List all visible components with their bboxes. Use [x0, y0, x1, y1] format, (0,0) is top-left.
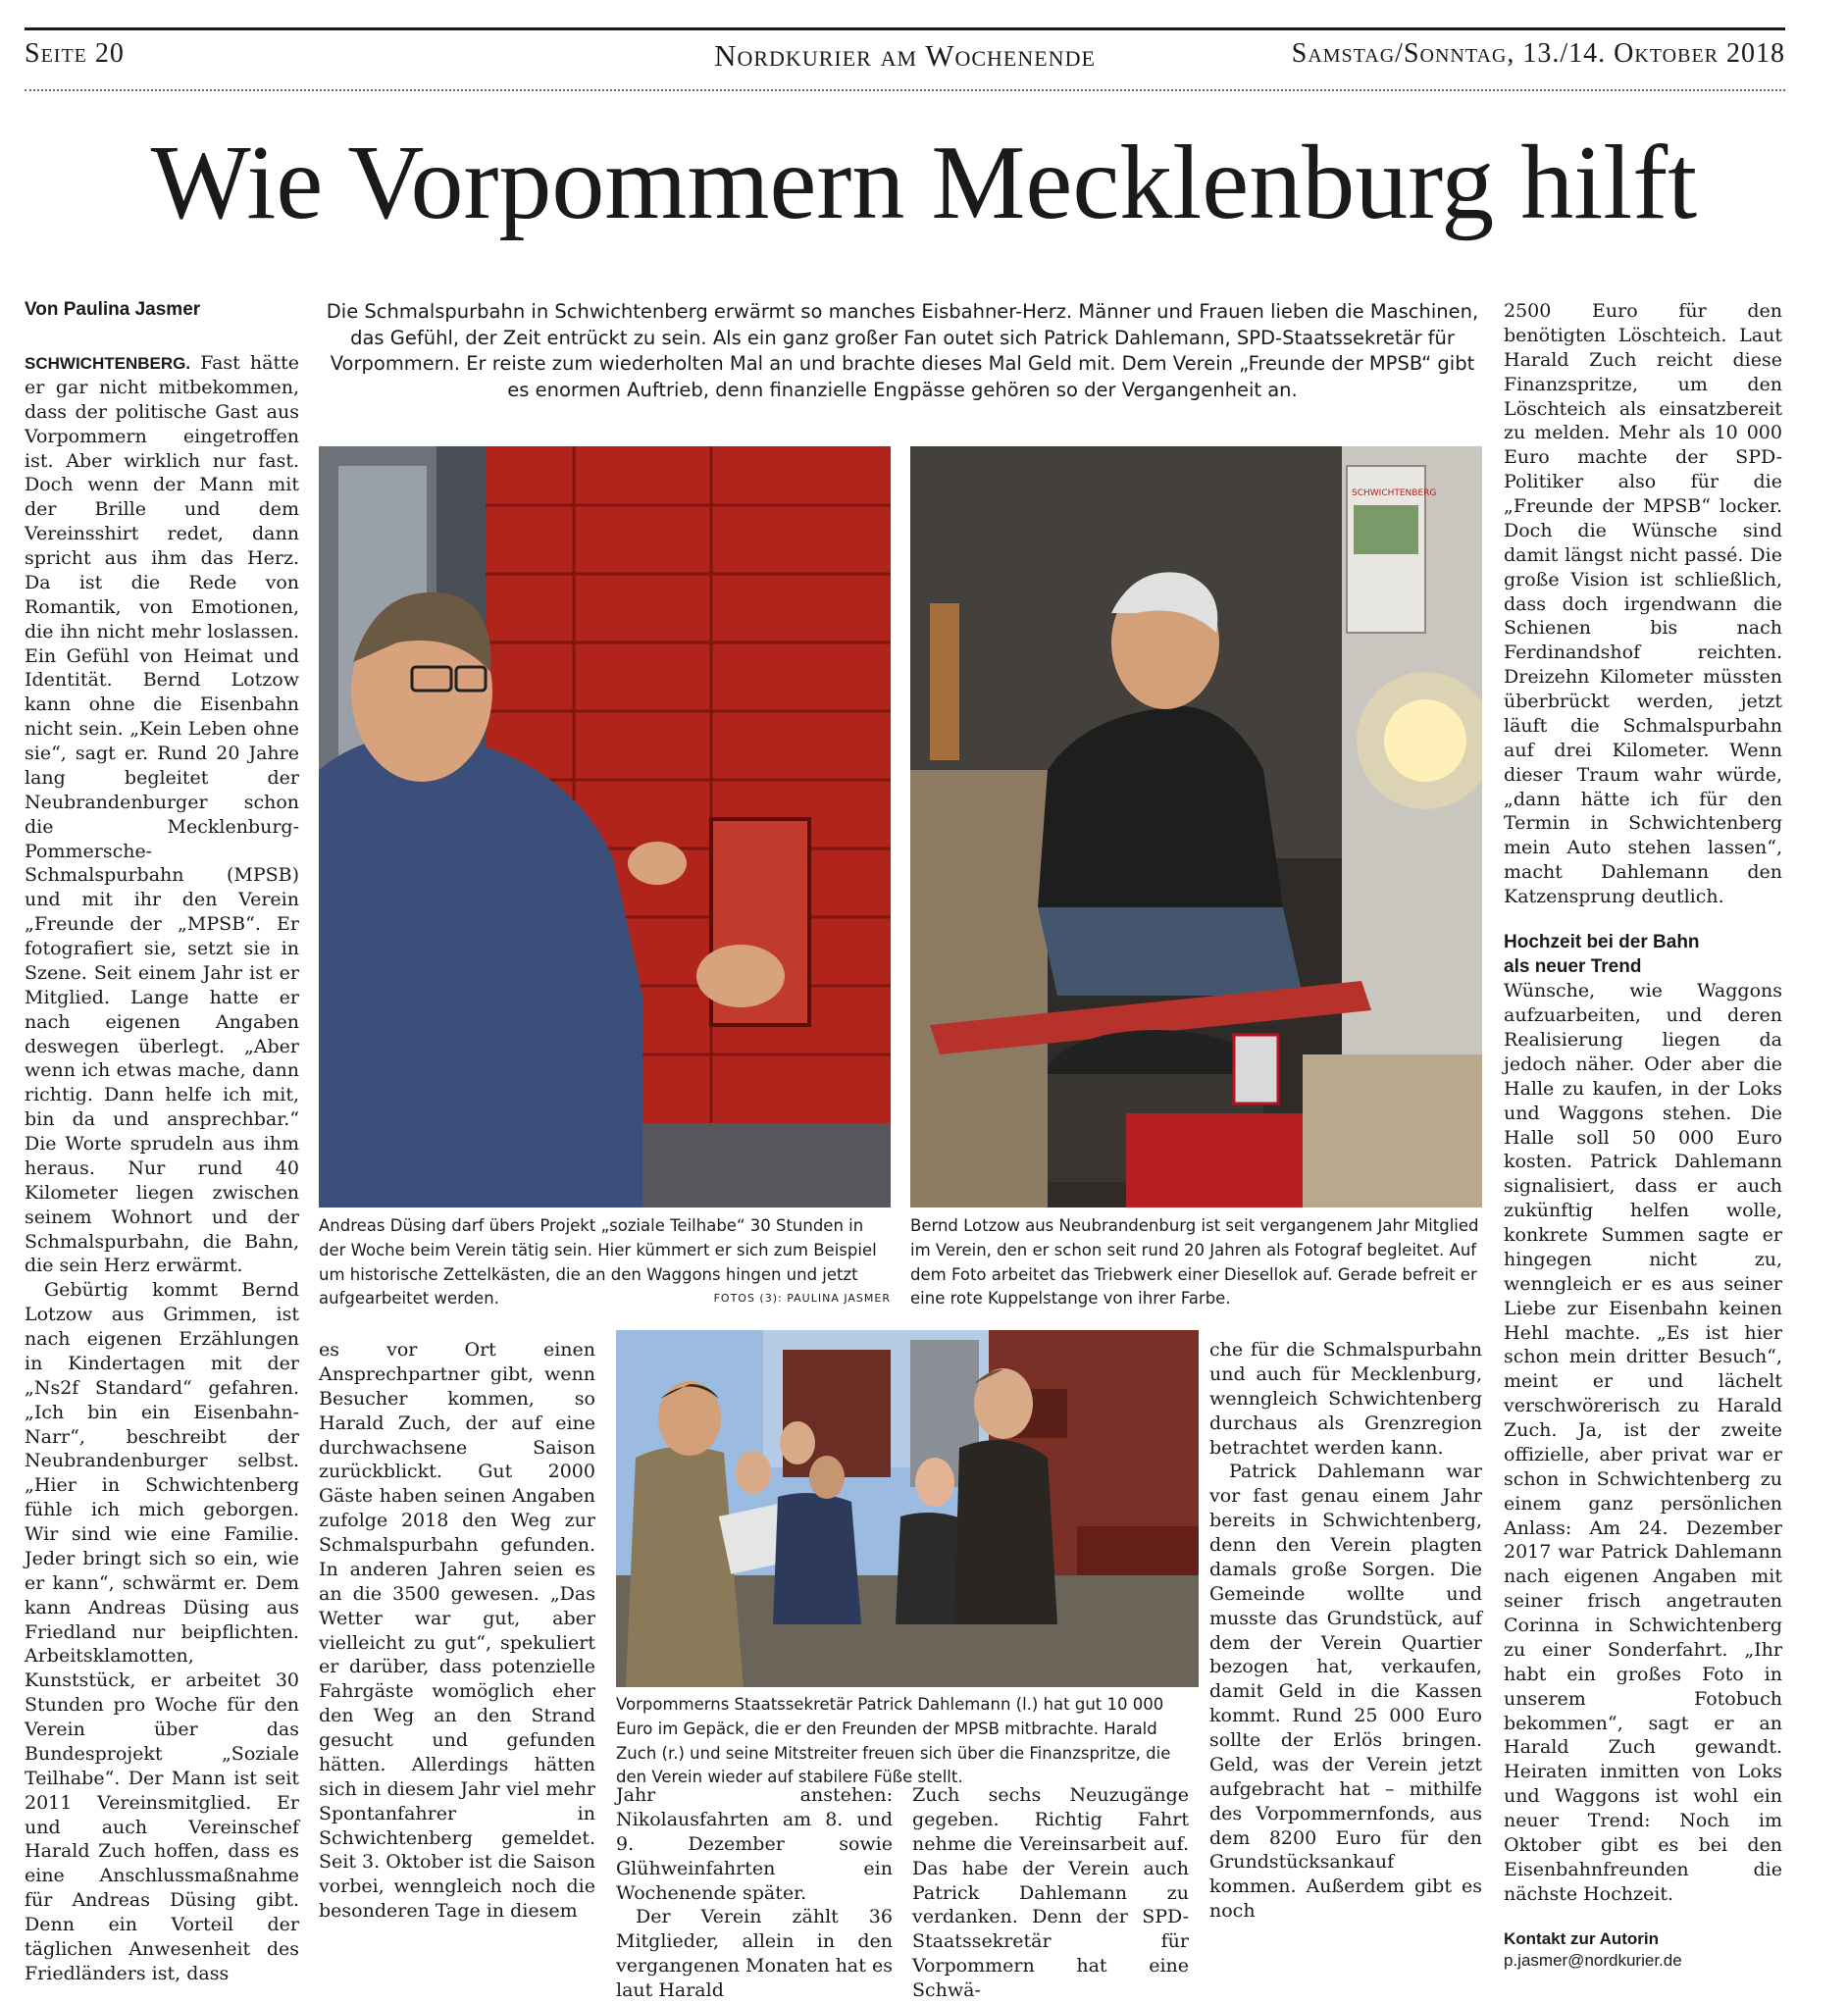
text-column-6 [1504, 299, 1782, 1972]
paragraph: 2500 Euro für den benötigten Löschteich. Laut Harald Zuch reicht diese Finanzspritze, um den Löschteich als einsatzbereit zu melden. Mehr als 10 000 Euro machte der SPD-Politiker also für die „Freunde der MPSB“ locker. Doch die Wünsche sind damit längst nicht passé. Die große Vision ist schließlich, dass doch irgendwann die Schienen bis nach Ferdinandshof reichten. Dreizehn Kilometer müssten überbrückt werden, jetzt läuft die Schmalspurbahn auf drei Kilometer. Wenn dieser Traum wahr würde, „dann hätte ich für den Termin in Schwichtenberg mein Auto stehen lassen“, macht Dahlemann den Katzensprung deutlich. [1504, 300, 1782, 907]
page-number: Seite 20 [25, 38, 125, 69]
paragraph: Gebürtig kommt Bernd Lotzow aus Grimmen, ist nach eigenen Erzählungen in Kindertagen mit der „Ns2f Standard“ gefahren. „Ich bin ein Eisenbahn-Narr“, beschreibt der Neubrandenburger selbst. „Hier in Schwichtenberg fühle ich mich geborgen. Wir sind wie eine Familie. Jeder bringt sich so ein, wie er kann“, schwärmt er. Dem kann Andreas Düsing aus Friedland nur beipflichten. Arbeitsklamotten, Kunststück, er arbeitet 30 Stunden pro Woche für den Verein über das Bundesprojekt „Soziale Teilhabe“. Der Mann ist seit 2011 Vereinsmitglied. Er und auch Vereinschef Harald Zuch hoffen, dass es eine Anschlussmaßnahme für Andreas Düsing gibt. Denn ein Vorteil der täglichen Anwesenheit des Friedländers ist, dass [25, 1279, 299, 1984]
paragraph: Wünsche, wie Waggons aufzuarbeiten, und deren Realisierung liegen da jedoch näher. Oder aber die Halle zu kaufen, in der Loks und Waggons stehen. Die Halle soll 50 000 Euro kosten. Patrick Dahlemann signalisiert, dass er auch zukünftig helfen wolle, konkrete Summen sagte er hingegen nicht zu, wenngleich er es aus seiner Liebe zur Eisenbahn keinen Hehl machte. „Es ist hier schon mein dritter Besuch“, meint er und lächelt verschwörerisch zu Harald Zuch. Ja, ist der zweite offizielle, aber privat war er schon in Schwichtenberg zu einem ganz persönlichen Anlass: Am 24. Dezember 2017 war Patrick Dahlemann nach eigenen Angaben mit seiner frisch angetrauten Corinna in Schwichtenberg zu einer Sonderfahrt. „Ihr habt ein großes Foto in unserem Fotobuch bekommen“, sagt er an Harald Zuch gewandt. Heiraten inmitten von Loks und Waggons ist wohl ein neuer Trend: Noch im Oktober gibt es bei den Eisenbahnfreunden die nächste Hochzeit. [1504, 980, 1782, 1905]
text-column-5 [1209, 1338, 1482, 1924]
text-column-1 [25, 351, 299, 1986]
newspaper-name: Nordkurier am Wochenende [714, 38, 1096, 73]
masthead [25, 27, 1785, 91]
article-lead: Die Schmalspurbahn in Schwichtenberg erwärmt so manches Eisbahner-Herz. Männer und Frauen lieben die Maschinen, das Gefühl, der Zeit entrückt zu sein. Als ein ganz großer Fan outet sich Patrick Dahlemann, SPD-Staatssekretär für Vorpommern. Er reiste zum wiederholten Mal an und brachte dieses Mal Geld mit. Dem Verein „Freunde der MPSB“ gibt es enormen Auftrieb, denn finanzielle Engpässe gehören so der Vergangenheit an. [326, 300, 1479, 401]
paragraph: es vor Ort einen Ansprechpartner gibt, wenn Besucher kommen, so Harald Zuch, der auf eine durchwachsene Saison zurückblickt. Gut 2000 Gäste haben seinen Angaben zufolge 2018 den Weg zur Schmalspurbahn gefunden. In anderen Jahren seien es an die 3500 gewesen. „Das Wetter war gut, aber vielleicht zu gut“, spekuliert er darüber, dass potenzielle Fahrgäste womöglich eher den Weg an den Strand gesucht und gefunden hätten. Allerdings hätten sich in diesem Jahr viel mehr Spontanfahrer in Schwichtenberg gemeldet. Seit 3. Oktober ist die Saison vorbei, wenngleich noch die besonderen Tage in diesem [319, 1339, 595, 1923]
subheading [1504, 931, 1782, 979]
photo-credit: FOTOS (3): PAULINA JASMER [713, 1292, 891, 1305]
subheading-line: als neuer Trend [1504, 955, 1642, 977]
photo-image [616, 1330, 1199, 1687]
photo-group-dahlemann [616, 1330, 1199, 1687]
text-column-3 [616, 1783, 893, 2003]
photo-andreas-duesing [319, 446, 891, 1207]
paragraph: Jahr anstehen: Nikolausfahrten am 8. und 9. Dezember sowie Glühweinfahrten ein Wochenende später. [616, 1784, 893, 1904]
contact-heading: Kontakt zur Autorin [1504, 1928, 1660, 1948]
text-column-4 [912, 1783, 1189, 2003]
paragraph [25, 351, 299, 1278]
photo-caption-3: Vorpommerns Staatssekretär Patrick Dahlemann (l.) hat gut 10 000 Euro im Gepäck, die er den Freunden der MPSB mitbrachte. Harald Zuch (r.) und seine Mitstreiter freuen sich über die Finanzspritze, die den Verein wieder auf stabilere Füße stellt. [616, 1695, 1171, 1787]
paragraph: Der Verein zählt 36 Mitglieder, allein in den vergangenen Monaten hat es laut Harald [616, 1906, 893, 2001]
paragraph: Patrick Dahlemann war vor fast genau einem Jahr bereits in Schwichtenberg, denn den Verein plagten damals große Sorgen. Die Gemeinde wollte und musste das Grundstück, auf dem der Verein Quartier bezogen hat, verkaufen, damit Geld in die Kassen kommt. Rund 25 000 Euro sollte der Erlös bringen. Geld, was der Verein jetzt aufgebracht hat – mithilfe des Vorpommernfonds, aus dem 8200 Euro für den Grundstücksankauf kommen. Außerdem gibt es noch [1209, 1461, 1482, 1923]
photo-bernd-lotzow [910, 446, 1482, 1207]
dateline: SCHWICHTENBERG. [25, 354, 191, 373]
text-column-2 [319, 1338, 595, 1924]
sign-text: SCHWICHTENBERG [1352, 488, 1437, 498]
photo-image [319, 446, 891, 1207]
subheading-line: Hochzeit bei der Bahn [1504, 931, 1700, 952]
article-headline: Wie Vorpommern Mecklenburg hilft [150, 125, 1698, 241]
issue-date: Samstag/Sonntag, 13./14. Oktober 2018 [1291, 38, 1785, 69]
photo-caption-1: Andreas Düsing darf übers Projekt „soziale Teilhabe“ 30 Stunden in der Woche beim Verein tätig sein. Hier kümmert er sich zum Beispiel um historische Zettelkästen, die an den Waggons hingen und jetzt aufgearbeitet werden. [319, 1216, 877, 1309]
paragraph: che für die Schmalspurbahn und auch für Mecklenburg, wenngleich Schwichtenberg durchaus als Grenzregion betrachtet werden kann. [1209, 1339, 1482, 1459]
photo-image [910, 446, 1482, 1207]
paragraph-text: Fast hätte er gar nicht mitbekommen, dass der politische Gast aus Vorpommern eingetroffen ist. Aber wirklich nur fast. Doch wenn der Mann mit der Brille und dem Vereinsshirt redet, dann spricht aus ihm das Herz. Da ist die Rede von Romantik, von Emotionen, die ihn nicht mehr loslassen. Ein Gefühl von Heimat und Identität. Bernd Lotzow kann ohne die Eisenbahn nicht sein. „Kein Leben ohne sie“, sagt er. Rund 20 Jahre lang begleitet der Neubrandenburger schon die Mecklenburg-Pommersche-Schmalspurbahn (MPSB) und mit ihr den Verein „Freunde der „MPSB“. Er fotografiert sie, setzt sie in Szene. Seit einem Jahr ist er Mitglied. Lange hatte er nach eigenen Angaben deswegen überlegt. „Aber wenn ich etwas mache, dann richtig. Dann helfe ich mit, bin da und ansprechbar.“ Die Worte sprudeln aus ihm heraus. Nur rund 40 Kilometer liegen zwischen seinem Wohnort und der Schmalspurbahn, die Bahn, die sein Herz erwärmt. [25, 352, 299, 1277]
contact-email[interactable]: p.jasmer@nordkurier.de [1504, 1950, 1682, 1970]
photo-caption-2: Bernd Lotzow aus Neubrandenburg ist seit vergangenem Jahr Mitglied im Verein, den er schon seit rund 20 Jahren als Fotograf begleitet. Auf dem Foto arbeitet das Triebwerk einer Diesellok auf. Gerade befreit er eine rote Kuppelstange von ihrer Farbe. [910, 1216, 1479, 1309]
paragraph: Zuch sechs Neuzugänge gegeben. Richtig Fahrt nehme die Vereinsarbeit auf. Das habe der Verein auch Patrick Dahlemann zu verdanken. Denn der SPD-Staatssekretär für Vorpommern hat eine Schwä- [912, 1784, 1189, 2001]
byline: Von Paulina Jasmer [25, 299, 201, 320]
